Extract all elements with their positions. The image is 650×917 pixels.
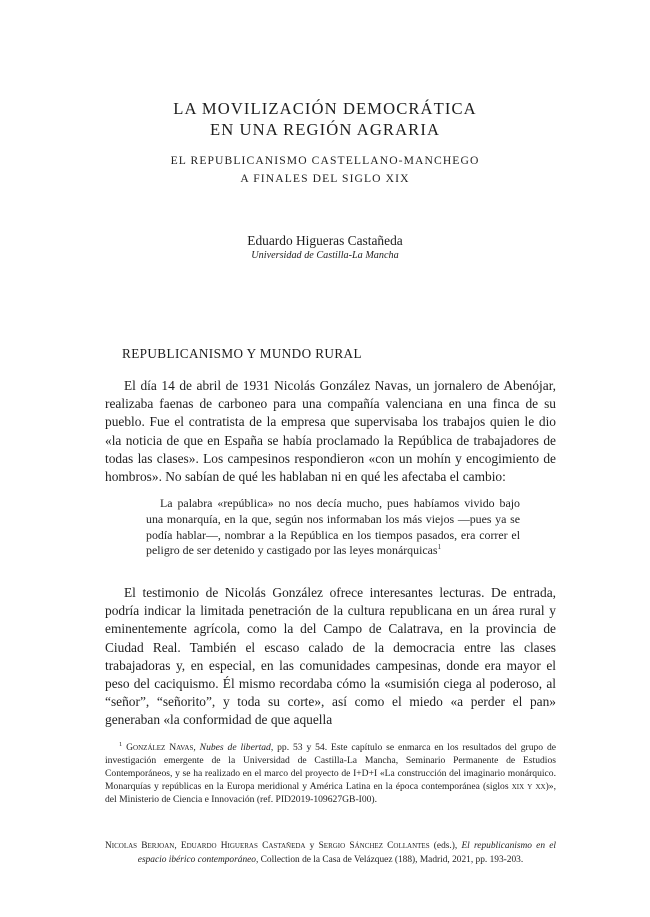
citation-eds: (eds.), (429, 841, 462, 851)
block-quote-text: La palabra «república» no nos decía mucho, pues habíamos vivido bajo una monarquía, en la que, según nos informaban los más viejos —pues ya se podía hablar—, nombrar a la República en los tiempos pasados, era correr el peligro de ser detenido y castigado por las leyes monárquicas (146, 496, 520, 558)
author-affiliation: Universidad de Castilla-La Mancha (251, 250, 399, 261)
body-paragraph-1: El día 14 de abril de 1931 Nicolás González Navas, un jornalero de Abenójar, realizaba faenas de carboneo para una compañía valenciana en una finca de su pueblo. Fue el contratista de la empresa que supervisaba los trabajos quien le dio «la noticia de que en España se había proclamado la República de trabajadores de todas las clases». Los campesinos respondieron «con un mohín y encogimiento de hombros». No sabían de qué les hablaban ni en qué les afectaba el cambio: (105, 378, 556, 485)
citation-separator-1: , (174, 841, 181, 851)
citation-editor-2: Eduardo Higueras Castañeda (180, 841, 306, 851)
chapter-title-line-1: LA MOVILIZACIÓN DEMOCRÁTICA (173, 99, 477, 118)
citation-separator-2: y (305, 841, 319, 851)
footnote-number: 1 (119, 740, 123, 748)
footnote-text-part-2: )», del Ministerio de Ciencia e Innovación (ref. PID2019-109627GB-I00). (105, 781, 556, 806)
footnote-text-part-1: , pp. 53 y 54. Este capítulo se enmarca en los resultados del grupo de investigación emergente de la Universidad de Castilla-La Mancha, Seminario Permanente de Estudios Contemporáneos, y se ha realizado en el marco del proyecto de I+D+I «La construcción del imaginario monárquico. Monarquías y repúblicas en la Europa meridional y América Latina en la época contemporánea (siglos (105, 742, 557, 793)
chapter-subtitle-line-1: EL REPUBLICANISMO CASTELLANO-MANCHEGO (170, 154, 480, 167)
citation-book-title: El republicanismo en el espacio ibérico contemporáneo (137, 841, 556, 865)
footnote-author: González Navas (126, 742, 194, 753)
citation-publication-details: , Collection de la Casa de Velázquez (188), Madrid, 2021, pp. 193-203. (255, 854, 524, 865)
body-paragraph-2: El testimonio de Nicolás González ofrece interesantes lecturas. De entrada, podría indicar la limitada penetración de la cultura republicana en un área rural y eminentemente agrícola, como la del Campo de Calatrava, en la provincia de Ciudad Real. También el escaso calado de la democracia entre las clases trabajadoras y, en especial, en las comunidades campesinas, donde era mayor el peso del caciquismo. Él mismo recordaba cómo la «sumisión ciega al poderoso, al “señor”, “señorito”, y toda su corte», así como el miedo «a perder el pan» generaban «la conformidad de que aquella (105, 585, 556, 728)
footnote-1 (105, 741, 556, 806)
footnote-centuries: xix y xx (511, 781, 546, 793)
chapter-title-line-2: EN UNA REGIÓN AGRARIA (209, 120, 441, 139)
footnote-book-title: Nubes de libertad (199, 742, 271, 753)
citation-editor-1: Nicolas Berjoan (105, 841, 175, 851)
section-heading: REPUBLICANISMO Y MUNDO RURAL (122, 346, 362, 361)
block-quote (146, 496, 520, 559)
footnote-separator: , (193, 742, 200, 753)
citation-editor-3: Sergio Sánchez Collantes (318, 841, 430, 851)
author-name: Eduardo Higueras Castañeda (247, 233, 403, 248)
footnote-reference[interactable]: 1 (437, 543, 442, 552)
chapter-subtitle-line-2: A FINALES DEL SIGLO XIX (240, 172, 410, 185)
book-citation (105, 840, 556, 867)
